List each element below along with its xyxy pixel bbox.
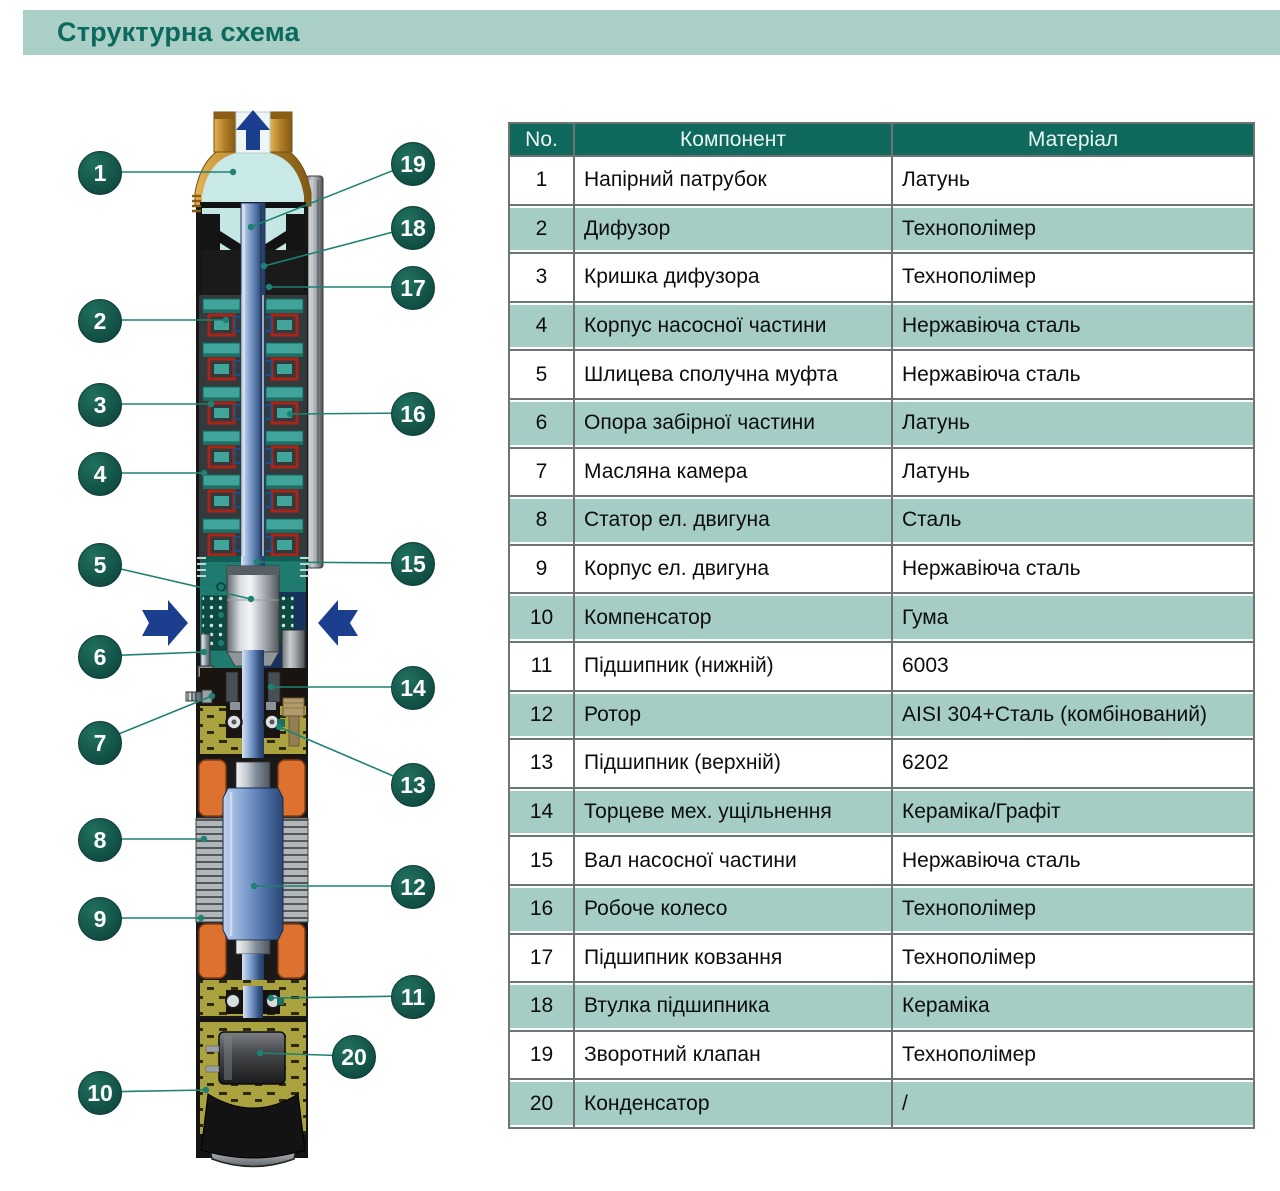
cell-no: 19 — [509, 1031, 574, 1080]
callout-15 — [391, 542, 435, 586]
cell-no: 6 — [509, 399, 574, 448]
callout-6-label: 6 — [93, 643, 107, 670]
callout-10 — [78, 1071, 122, 1115]
table-row-1 — [509, 156, 1254, 205]
cell-component: Корпус ел. двигуна — [574, 545, 892, 594]
cell-material: Технополімер — [892, 253, 1254, 302]
cell-component: Масляна камера — [574, 448, 892, 497]
callout-12-label: 12 — [400, 873, 426, 900]
cell-component: Торцеве мех. ущільнення — [574, 788, 892, 837]
callout-15-label: 15 — [400, 550, 426, 577]
cell-no: 10 — [509, 593, 574, 642]
callout-17 — [391, 266, 435, 310]
pump-diagram — [0, 0, 512, 1191]
callout-13-label: 13 — [400, 771, 426, 798]
page-title: Структурна схема — [57, 17, 300, 47]
callout-18 — [391, 206, 435, 250]
cell-component: Кришка дифузора — [574, 253, 892, 302]
callout-12 — [391, 865, 435, 909]
table-row-19 — [509, 1031, 1254, 1080]
cell-no: 18 — [509, 982, 574, 1031]
cell-material: Кераміка — [892, 982, 1254, 1031]
callout-19 — [391, 142, 435, 186]
cell-component: Робоче колесо — [574, 885, 892, 934]
table-row-14 — [509, 788, 1254, 837]
callout-3 — [78, 383, 122, 427]
cell-no: 2 — [509, 205, 574, 254]
cell-no: 9 — [509, 545, 574, 594]
table-header-row — [509, 123, 1254, 156]
cell-material: Латунь — [892, 399, 1254, 448]
cell-material: / — [892, 1079, 1254, 1128]
table-row-16 — [509, 885, 1254, 934]
table-row-4 — [509, 302, 1254, 351]
callout-5-label: 5 — [93, 551, 107, 578]
table-row-12 — [509, 691, 1254, 740]
callout-20-label: 20 — [341, 1043, 367, 1070]
callout-8-label: 8 — [93, 826, 107, 853]
callout-8 — [78, 818, 122, 862]
col-header-material: Матеріал — [892, 123, 1254, 156]
callout-10-label: 10 — [87, 1079, 113, 1106]
cell-material: Гума — [892, 593, 1254, 642]
col-header-component: Компонент — [574, 123, 892, 156]
cell-component: Підшипник (верхній) — [574, 739, 892, 788]
cell-no: 11 — [509, 642, 574, 691]
cell-material: Латунь — [892, 156, 1254, 205]
table-row-11 — [509, 642, 1254, 691]
callout-9-label: 9 — [93, 905, 107, 932]
callout-2-label: 2 — [93, 307, 107, 334]
riser-tube — [306, 176, 323, 568]
callout-14-label: 14 — [400, 674, 426, 701]
cell-no: 16 — [509, 885, 574, 934]
callout-1-label: 1 — [93, 159, 107, 186]
callout-6 — [78, 635, 122, 679]
oil-chamber — [186, 668, 306, 760]
cell-no: 5 — [509, 350, 574, 399]
table-row-13 — [509, 739, 1254, 788]
cell-component: Конденсатор — [574, 1079, 892, 1128]
callout-14 — [391, 666, 435, 710]
cell-material: Технополімер — [892, 934, 1254, 983]
cell-no: 8 — [509, 496, 574, 545]
cell-material: Технополімер — [892, 205, 1254, 254]
cell-material: 6202 — [892, 739, 1254, 788]
callout-16-label: 16 — [400, 400, 426, 427]
cell-component: Підшипник ковзання — [574, 934, 892, 983]
callout-7 — [78, 721, 122, 765]
cell-material: Латунь — [892, 448, 1254, 497]
cell-material: Технополімер — [892, 1031, 1254, 1080]
cell-component: Шлицева сполучна муфта — [574, 350, 892, 399]
callout-7-label: 7 — [93, 729, 107, 756]
cell-component: Корпус насосної частини — [574, 302, 892, 351]
callout-20 — [332, 1035, 376, 1079]
pump-cross-section — [0, 0, 512, 1191]
cell-no: 7 — [509, 448, 574, 497]
table-row-9 — [509, 545, 1254, 594]
cell-component: Напірний патрубок — [574, 156, 892, 205]
callout-5 — [78, 543, 122, 587]
callout-11-label: 11 — [400, 983, 426, 1010]
cell-component: Статор ел. двигуна — [574, 496, 892, 545]
cell-material: Нержавіюча сталь — [892, 350, 1254, 399]
callout-4-label: 4 — [93, 460, 107, 487]
cell-no: 20 — [509, 1079, 574, 1128]
table-row-10 — [509, 593, 1254, 642]
components-table — [508, 122, 1255, 1129]
cell-material: AISI 304+Сталь (комбінований) — [892, 691, 1254, 740]
cell-component: Підшипник (нижній) — [574, 642, 892, 691]
callout-16 — [391, 392, 435, 436]
cell-component: Зворотний клапан — [574, 1031, 892, 1080]
cell-component: Дифузор — [574, 205, 892, 254]
cell-material: Кераміка/Графіт — [892, 788, 1254, 837]
cell-no: 4 — [509, 302, 574, 351]
cell-component: Вал насосної частини — [574, 836, 892, 885]
cell-no: 12 — [509, 691, 574, 740]
pump-shaft — [241, 203, 265, 570]
intake-arrow-left-icon — [142, 600, 188, 646]
callout-2 — [78, 299, 122, 343]
table-row-15 — [509, 836, 1254, 885]
lower-bearing — [226, 986, 284, 1018]
intake-arrow-right-icon — [318, 600, 358, 646]
cell-material: Нержавіюча сталь — [892, 836, 1254, 885]
rotor — [223, 788, 283, 940]
callout-11 — [391, 975, 435, 1019]
cell-no: 15 — [509, 836, 574, 885]
callout-13 — [391, 763, 435, 807]
col-header-no: No. — [509, 123, 574, 156]
cell-material: Технополімер — [892, 885, 1254, 934]
table-row-3 — [509, 253, 1254, 302]
table-row-6 — [509, 399, 1254, 448]
cell-no: 3 — [509, 253, 574, 302]
cell-component: Втулка підшипника — [574, 982, 892, 1031]
cell-material: Сталь — [892, 496, 1254, 545]
cell-material: Нержавіюча сталь — [892, 545, 1254, 594]
bottom-section — [196, 1018, 308, 1167]
table-row-5 — [509, 350, 1254, 399]
callout-17-label: 17 — [400, 274, 426, 301]
cell-no: 17 — [509, 934, 574, 983]
cell-no: 14 — [509, 788, 574, 837]
cell-material: Нержавіюча сталь — [892, 302, 1254, 351]
cell-no: 13 — [509, 739, 574, 788]
table-row-2 — [509, 205, 1254, 254]
table-row-8 — [509, 496, 1254, 545]
cell-component: Компенсатор — [574, 593, 892, 642]
cell-no: 1 — [509, 156, 574, 205]
table-row-20 — [509, 1079, 1254, 1128]
cell-component: Опора забірної частини — [574, 399, 892, 448]
callout-9 — [78, 897, 122, 941]
callout-1 — [78, 151, 122, 195]
cell-component: Ротор — [574, 691, 892, 740]
callout-18-label: 18 — [400, 214, 426, 241]
table-row-17 — [509, 934, 1254, 983]
table-row-7 — [509, 448, 1254, 497]
table-row-18 — [509, 982, 1254, 1031]
cell-material: 6003 — [892, 642, 1254, 691]
callout-3-label: 3 — [93, 391, 107, 418]
callout-19-label: 19 — [400, 150, 426, 177]
callout-4 — [78, 452, 122, 496]
